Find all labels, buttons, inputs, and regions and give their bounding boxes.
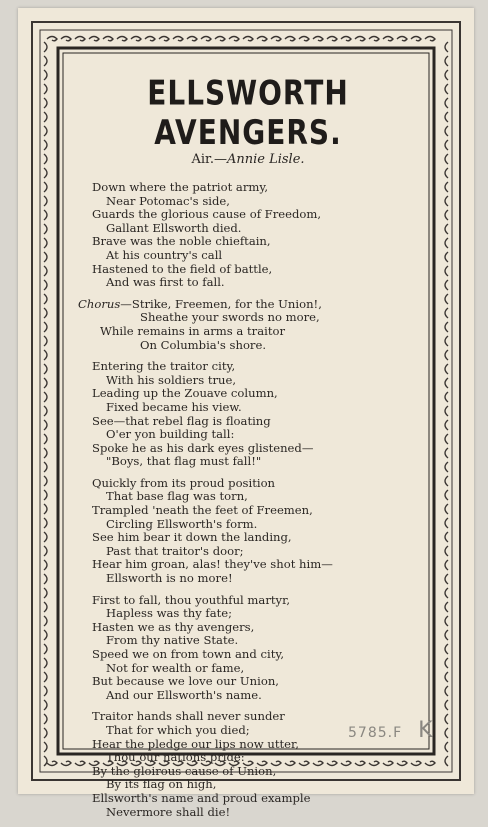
scroll-ornament: [131, 37, 141, 41]
verse-line: [78, 181, 418, 195]
verse-text: While remains in arms a traitor: [100, 323, 286, 338]
pencil-annotation: [348, 718, 434, 743]
verse-line: [78, 662, 418, 676]
scroll-ornament: [44, 56, 448, 66]
scroll-ornament: [145, 37, 155, 41]
verse-text: Hear him groan, alas! they've shot him—: [92, 557, 333, 572]
scroll-ornament: [271, 37, 281, 41]
verse-text: Trampled 'neath the feet of Freemen,: [92, 503, 313, 518]
verse-text: "Boys, that flag must fall!": [106, 454, 262, 469]
verse-line: [78, 222, 418, 236]
air-line: [78, 152, 418, 167]
scroll-ornament: [187, 37, 197, 41]
verse-text: Not for wealth or fame,: [106, 660, 245, 675]
scroll-ornament: [299, 37, 309, 41]
verse-text: Past that traitor's door;: [106, 543, 244, 558]
verse-text: Hapless was thy fate;: [106, 606, 233, 621]
verse-text: Hear the pledge our lips now utter,: [92, 736, 299, 751]
verse-text: Guards the glorious cause of Freedom,: [92, 207, 322, 222]
verse-text: Circling Ellsworth's form.: [106, 516, 258, 531]
verse-line: [78, 415, 418, 429]
scroll-ornament: [103, 37, 113, 41]
verse-line: [78, 263, 418, 277]
verse-line: [78, 490, 418, 504]
scroll-ornament: [61, 37, 71, 41]
scroll-ornament: [243, 37, 253, 41]
scroll-ornament: [355, 37, 365, 41]
verse-text: Leading up the Zouave column,: [92, 386, 278, 401]
air-tune: Annie Lisle.: [226, 152, 305, 167]
verse-text: On Columbia's shore.: [140, 337, 267, 352]
verse-text: See—that rebel flag is floating: [92, 413, 271, 428]
verse-text: Ellsworth is no more!: [106, 571, 233, 586]
verse-line: [78, 607, 418, 621]
verse-text: And our Ellsworth's name.: [106, 687, 262, 702]
verse-text: First to fall, thou youthful martyr,: [92, 592, 291, 607]
stanza: [78, 360, 418, 469]
verse-text: Brave was the noble chieftain,: [92, 234, 271, 249]
scroll-ornament: [173, 37, 183, 41]
verse-text: Sheathe your swords no more,: [140, 310, 320, 325]
scroll-ornament: [397, 37, 407, 41]
verse-line: [78, 689, 418, 703]
stanza: [78, 594, 418, 703]
verse-line: [78, 806, 418, 820]
verse-line: [78, 621, 418, 635]
verse-line: [78, 325, 418, 339]
verse-line: [78, 387, 418, 401]
scroll-ornament: [201, 37, 211, 41]
verse-text: O'er yon building tall:: [106, 427, 235, 442]
verse-line: [78, 572, 418, 586]
verse-text: —Strike, Freemen, for the Union!,: [120, 296, 322, 311]
song-title: ELLSWORTH AVENGERS.: [147, 73, 349, 153]
verse-line: [78, 208, 418, 222]
verse-text: Fixed became his view.: [106, 399, 242, 414]
verse-text: But because we love our Union,: [92, 674, 279, 689]
scroll-ornament: [383, 37, 393, 41]
scroll-ornament: [257, 37, 267, 41]
verse-line: [78, 558, 418, 572]
verse-text: By its flag on high,: [106, 777, 217, 792]
verse-text: Hastened to the field of battle,: [92, 261, 273, 276]
verse-line: [78, 401, 418, 415]
verse-text: Speed we on from town and city,: [92, 647, 285, 661]
verse-line: [78, 675, 418, 689]
scroll-ornament: [425, 37, 435, 41]
stanza: [78, 181, 418, 290]
scroll-ornament: [313, 37, 323, 41]
verse-line: [78, 545, 418, 559]
verse-line: [78, 634, 418, 648]
scroll-ornament: [47, 761, 57, 765]
verse-line: [78, 360, 418, 374]
scroll-ornament: [159, 37, 169, 41]
chorus: [78, 298, 418, 352]
verse-line: [78, 518, 418, 532]
verse-text: From thy native State.: [106, 633, 239, 648]
scroll-ornament: [117, 37, 127, 41]
verse-text: Near Potomac's side,: [106, 193, 230, 208]
verse-line: [78, 765, 418, 779]
verse-text: At his country's call: [106, 247, 223, 262]
scroll-ornament: [47, 37, 57, 41]
verse-line: [78, 778, 418, 792]
verse-line: [78, 298, 418, 312]
scroll-ornament: [369, 37, 379, 41]
scroll-ornament: [341, 37, 351, 41]
verse-line: [78, 792, 418, 806]
scroll-ornament: [61, 761, 71, 765]
scroll-ornament: [327, 37, 337, 41]
verse-text: See him bear it down the landing,: [92, 530, 292, 545]
verse-line: [78, 442, 418, 456]
verse-line: [78, 235, 418, 249]
verse-line: [78, 195, 418, 209]
scroll-ornament: [411, 37, 421, 41]
broadside-sheet: [18, 8, 474, 819]
song-content: [78, 73, 418, 827]
verse-text: Thou our nations pride:: [106, 750, 245, 765]
pencil-mark: K: [418, 718, 434, 743]
verse-text: Entering the traitor city,: [92, 359, 236, 374]
verse-text: Quickly from its proud position: [92, 475, 276, 490]
pencil-catalog-number: 5785.F: [348, 725, 403, 741]
verse-text: Nevermore shall die!: [106, 804, 231, 819]
verse-line: [78, 249, 418, 263]
verse-text: And was first to fall.: [106, 275, 225, 290]
verse-line: [78, 477, 418, 491]
verse-text: Hasten we as thy avengers,: [92, 619, 255, 634]
verse-line: [78, 428, 418, 442]
scroll-ornament: [229, 37, 239, 41]
chorus-label: Chorus: [78, 296, 121, 311]
verse-line: [78, 594, 418, 608]
verse-text: Traitor hands shall never sunder: [92, 709, 285, 724]
scroll-ornament: [75, 37, 85, 41]
verse-text: Gallant Ellsworth died.: [106, 220, 242, 235]
verse-text: Spoke he as his dark eyes glistened—: [92, 440, 314, 455]
verse-line: [78, 504, 418, 518]
verse-line: [78, 531, 418, 545]
verse-text: With his soldiers true,: [106, 372, 237, 387]
verse-line: [78, 648, 418, 662]
verse-line: [78, 374, 418, 388]
verse-line: [78, 339, 418, 353]
scroll-ornament: [215, 37, 225, 41]
scroll-ornament: [89, 37, 99, 41]
scroll-ornament: [285, 37, 295, 41]
verse-line: [78, 455, 418, 469]
verse-text: Ellsworth's name and proud example: [92, 790, 311, 805]
verse-line: [78, 311, 418, 325]
stanza: [78, 477, 418, 586]
verse-line: [78, 276, 418, 290]
verse-text: That for which you died;: [106, 722, 250, 737]
verse-text: That base flag was torn,: [106, 489, 248, 504]
verse-text: By the gloirous cause of Union,: [92, 763, 277, 778]
scroll-ornament: [425, 761, 435, 765]
verse-text: Down where the patriot army,: [92, 180, 269, 194]
verse-line: [78, 751, 418, 765]
air-prefix: Air.—: [191, 152, 227, 167]
